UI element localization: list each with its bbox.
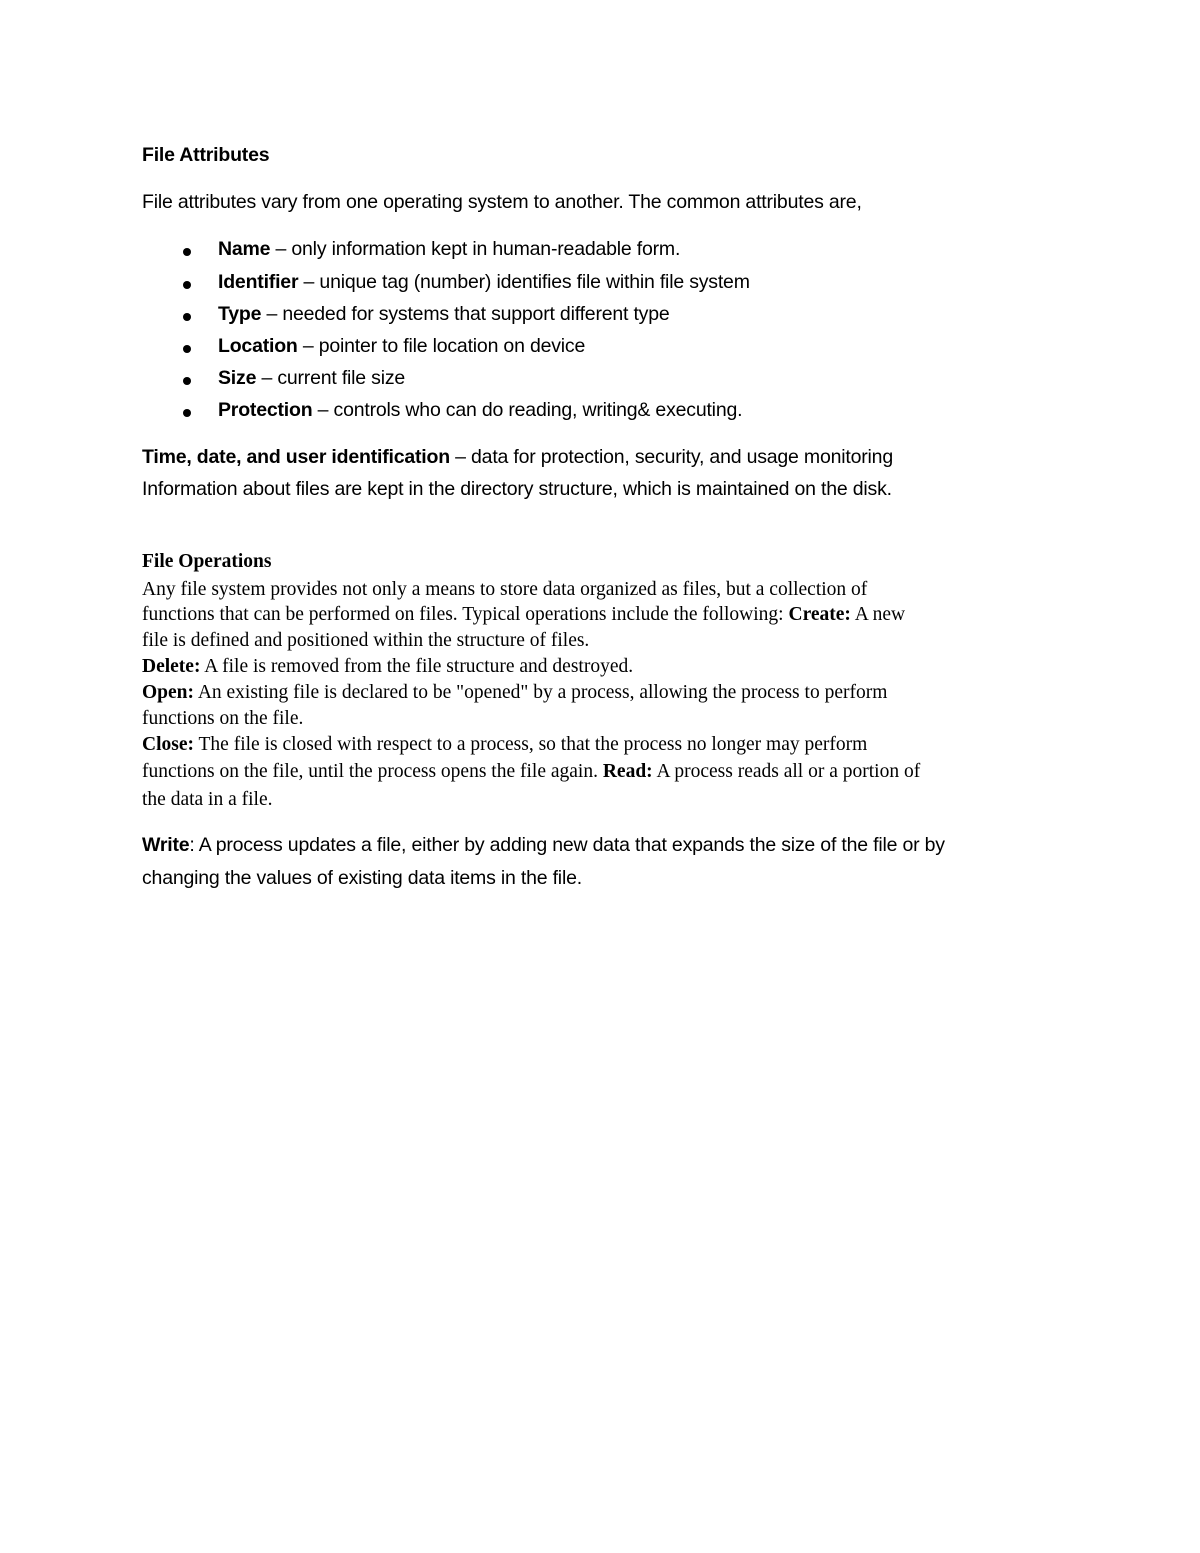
write-operation-line-cont: changing the values of existing data items in the file. (142, 867, 582, 889)
attribute-desc: – needed for systems that support different type (261, 303, 670, 325)
attribute-term: Name (218, 238, 271, 260)
write-term: Write (142, 834, 190, 856)
file-attributes-intro: File attributes vary from one operating system to another. The common attributes are, (142, 191, 862, 213)
read-operation-line-cont: the data in a file. (142, 789, 273, 810)
bullet-icon (183, 377, 191, 385)
attribute-desc: – unique tag (number) identifies file within file system (298, 271, 750, 293)
bullet-icon (183, 281, 191, 289)
attribute-term: Size (218, 367, 257, 389)
bullet-icon (183, 248, 191, 256)
close-read-operation-line: functions on the file, until the process opens the file again. Read: A process reads all or a portion of (142, 761, 921, 782)
operations-paragraph-line: Any file system provides not only a means to store data organized as files, but a collection of (142, 579, 868, 600)
attribute-desc: – controls who can do reading, writing& executing. (312, 399, 743, 421)
operations-paragraph-line: file is defined and positioned within the structure of files. (142, 630, 590, 651)
bullet-icon (183, 313, 191, 321)
open-operation-line-cont: functions on the file. (142, 708, 304, 729)
delete-term: Delete: (142, 656, 201, 677)
time-date-line: Time, date, and user identification – data for protection, security, and usage monitoring (142, 446, 893, 468)
attribute-term: Protection (218, 399, 313, 421)
bullet-icon (183, 409, 191, 417)
operations-paragraph-line: functions that can be performed on files. Typical operations include the following: Create: A new (142, 604, 906, 625)
attribute-term: Identifier (218, 271, 299, 293)
file-operations-heading: File Operations (142, 551, 272, 572)
create-term: Create: (788, 604, 851, 625)
open-term: Open: (142, 682, 195, 703)
close-term: Close: (142, 734, 194, 755)
delete-operation-line: Delete: A file is removed from the file structure and destroyed. (142, 656, 634, 677)
directory-info-line: Information about files are kept in the directory structure, which is maintained on the disk. (142, 478, 892, 500)
file-attributes-heading: File Attributes (142, 144, 270, 166)
attribute-desc: – current file size (256, 367, 406, 389)
close-operation-line: Close: The file is closed with respect to a process, so that the process no longer may perform (142, 734, 868, 755)
open-operation-line: Open: An existing file is declared to be "opened" by a process, allowing the process to perform (142, 682, 888, 703)
read-term: Read: (602, 761, 653, 782)
attribute-desc: – only information kept in human-readable form. (270, 238, 681, 260)
bullet-icon (183, 345, 191, 353)
attribute-term: Type (218, 303, 262, 325)
attribute-term: Location (218, 335, 298, 357)
attribute-desc: – pointer to file location on device (297, 335, 586, 357)
write-operation-line: Write: A process updates a file, either by adding new data that expands the size of the file or by (142, 834, 945, 856)
